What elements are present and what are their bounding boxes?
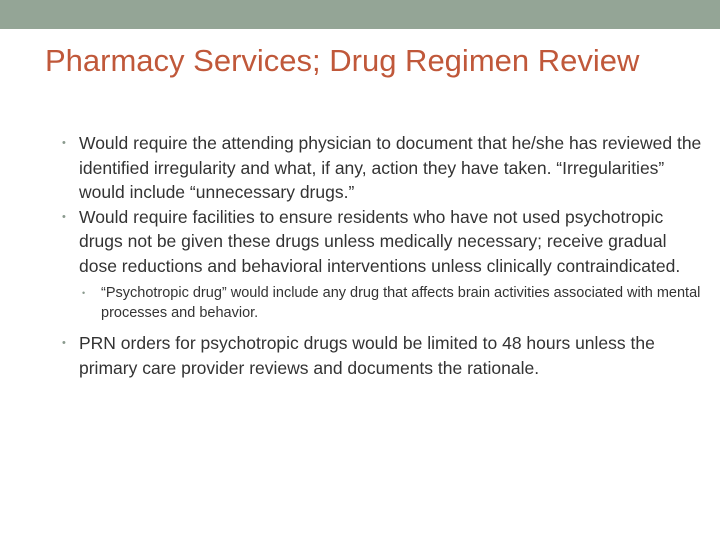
slide-content bbox=[62, 131, 702, 380]
bullet-item-2 bbox=[62, 205, 702, 279]
bullet-dot-icon: • bbox=[62, 210, 66, 223]
bullet-dot-icon: • bbox=[62, 137, 66, 149]
sub-bullet-item-1 bbox=[82, 283, 702, 323]
top-accent-bar bbox=[0, 0, 720, 29]
bullet-text: Would require facilities to ensure residents who have not used psychotropic drugs not be given these drugs unless medically necessary; receive gradual dose reductions and behavioral interventions unless clinically contraindicated. bbox=[79, 206, 681, 276]
bullet-dot-icon: • bbox=[82, 288, 86, 298]
bullet-item-3 bbox=[62, 331, 702, 380]
sub-bullet-text: “Psychotropic drug” would include any drug that affects brain activities associated with mental processes and behavior. bbox=[101, 285, 701, 321]
bullet-text: Would require the attending physician to document that he/she has reviewed the identified irregularity and what, if any, action they have taken. “Irregularities” would include “unnecessary drugs.” bbox=[79, 133, 702, 202]
bullet-text: PRN orders for psychotropic drugs would be limited to 48 hours unless the primary care provider reviews and documents the rationale. bbox=[79, 333, 655, 378]
slide-title: Pharmacy Services; Drug Regimen Review bbox=[45, 43, 640, 78]
bullet-item-1 bbox=[62, 131, 702, 205]
bullet-dot-icon: • bbox=[62, 337, 66, 349]
